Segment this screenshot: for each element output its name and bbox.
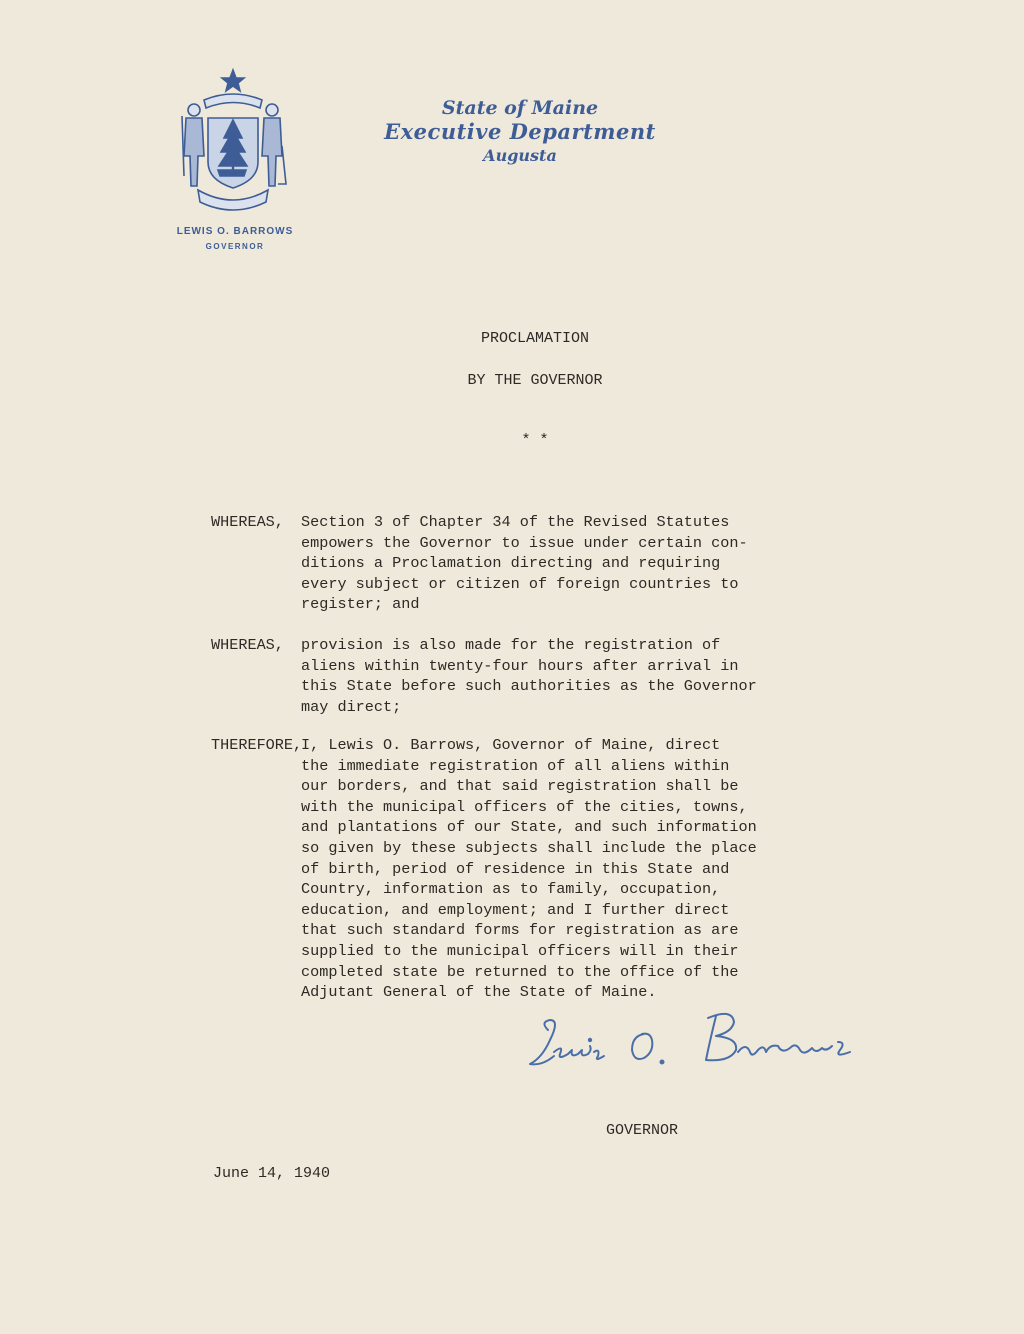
proclamation-subtitle: BY THE GOVERNOR xyxy=(467,372,603,389)
paragraph-3-body: the immediate registration of all aliens within our borders, and that said registration shall be with the municipal officers of the cities, towns, and plantations of our State, and such information so given by these subjects shall include the place of birth, period of residence in this State and Country, information as to family, occupation, education, and employment; and I further direct that such standard forms for registration as are supplied to the municipal officers will in their completed state be returned to the office of the Adjutant General of the State of Maine. xyxy=(301,756,757,1002)
letterhead-governor-name: LEWIS O. BARROWS xyxy=(176,226,294,237)
letterhead-governor xyxy=(160,226,310,251)
paragraph-3-first-line: I, Lewis O. Barrows, Governor of Maine, direct xyxy=(301,736,721,754)
signature-title: GOVERNOR xyxy=(606,1122,679,1139)
separator-asterisks: * * xyxy=(521,432,549,449)
seal-name-ribbon xyxy=(198,190,268,210)
letterhead-title xyxy=(330,96,710,168)
handwritten-signature xyxy=(520,1000,880,1080)
seal-motto-ribbon xyxy=(204,94,262,108)
letterhead-city: Augusta xyxy=(483,146,557,165)
seal-seaman-figure xyxy=(262,104,286,186)
seal-farmer-figure xyxy=(182,104,204,186)
paragraph-2-lead: WHEREAS, xyxy=(211,636,284,654)
letterhead-state: State of Maine xyxy=(441,97,599,119)
proclamation-date: June 14, 1940 xyxy=(213,1165,331,1182)
letterhead-governor-title: GOVERNOR xyxy=(205,242,265,251)
letterhead-department: Executive Department xyxy=(384,119,656,144)
proclamation-title: PROCLAMATION xyxy=(480,330,590,347)
paragraph-3-lead: THEREFORE, xyxy=(211,736,303,754)
seal-moose xyxy=(218,170,246,176)
paragraph-1-lead: WHEREAS, xyxy=(211,513,284,531)
paragraph-2-body: aliens within twenty-four hours after arrival in this State before such authorities as the Governor may direct; xyxy=(301,656,757,716)
paragraph-1-body: empowers the Governor to issue under certain con- ditions a Proclamation directing and requiring every subject or citizen of foreign countries to register; and xyxy=(301,533,748,614)
seal-star xyxy=(222,70,244,91)
state-seal-emblem xyxy=(174,66,292,212)
paragraph-1-first-line: Section 3 of Chapter 34 of the Revised Statutes xyxy=(301,513,730,531)
paragraph-2-first-line: provision is also made for the registration of xyxy=(301,636,721,654)
